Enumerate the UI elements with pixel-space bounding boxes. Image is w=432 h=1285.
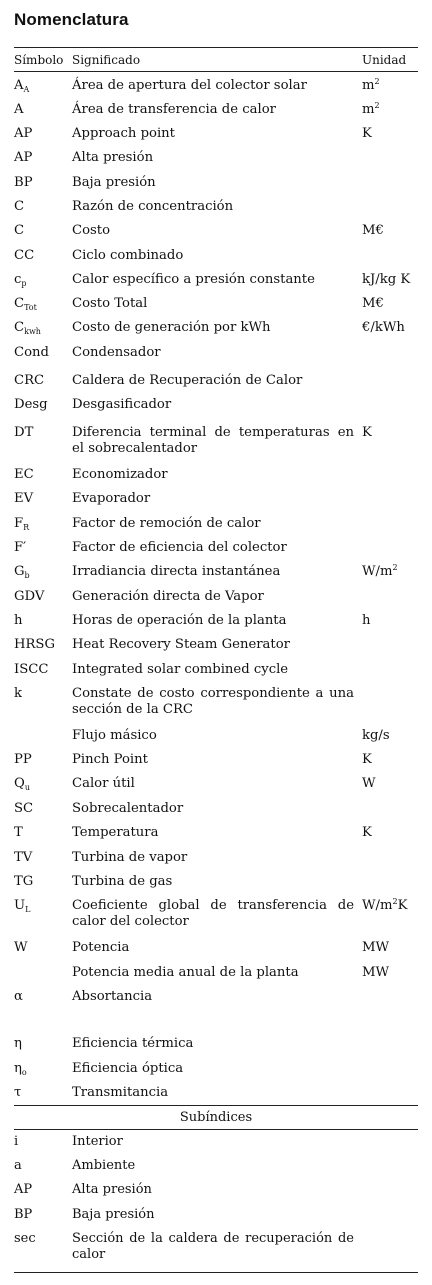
symbol-subscript: o [21, 1068, 27, 1077]
row-unit [362, 296, 384, 312]
unit-superscript: 2 [374, 77, 380, 86]
row-symbol [14, 1085, 21, 1101]
unit-text: M€ [362, 223, 384, 238]
symbol-text: TV [14, 850, 33, 865]
row-meaning: Evaporador [72, 491, 151, 506]
row-meaning: Flujo másico [72, 728, 157, 743]
row-meaning: Approach point [72, 126, 175, 141]
unit-text: MW [362, 965, 390, 980]
symbol-text: TG [14, 874, 34, 889]
symbol-text: U [14, 898, 26, 913]
row-unit [362, 825, 372, 841]
symbol-text: CRC [14, 373, 45, 388]
row-meaning: Turbina de vapor [72, 850, 188, 865]
row-symbol [14, 272, 27, 288]
row-symbol [14, 467, 34, 483]
row-meaning: Heat Recovery Steam Generator [72, 637, 290, 652]
unit-superscript: 2 [392, 897, 398, 906]
row-meaning: Desgasificador [72, 397, 172, 412]
symbol-text: η [14, 1036, 22, 1051]
page-title: Nomenclatura [14, 10, 129, 29]
row-meaning: Costo Total [72, 296, 148, 311]
row-meaning: Eficiencia térmica [72, 1036, 194, 1051]
row-meaning: Ciclo combinado [72, 248, 184, 263]
row-symbol [14, 175, 33, 191]
row-symbol [14, 874, 33, 890]
subindex-meaning: Baja presión [72, 1207, 155, 1222]
unit-suffix: K [397, 898, 408, 913]
row-symbol [14, 296, 37, 312]
header-rule [14, 71, 418, 72]
row-symbol [14, 589, 44, 605]
table-header [14, 53, 418, 71]
symbol-text: AP [14, 126, 33, 141]
symbol-text: Desg [14, 397, 48, 412]
row-meaning: Sobrecalentador [72, 801, 184, 816]
unit-text: K [362, 425, 372, 440]
row-symbol [14, 989, 23, 1005]
symbol-subscript: p [21, 279, 27, 288]
row-meaning: Costo de generación por kWh [72, 320, 271, 335]
row-symbol [14, 752, 32, 768]
symbol-subscript: Tot [24, 303, 37, 312]
row-meaning: Eficiencia óptica [72, 1061, 184, 1076]
row-meaning: Calor específico a presión constante [72, 272, 315, 287]
symbol-text: HRSG [14, 637, 55, 652]
symbol-text: h [14, 613, 23, 628]
row-symbol [14, 223, 24, 239]
row-meaning: Diferencia terminal de temperaturas en el sobrecalentador [72, 425, 354, 456]
row-symbol [14, 320, 41, 336]
symbol-prime: ′ [23, 540, 27, 555]
row-symbol [14, 1061, 27, 1077]
header-symbol: Símbolo [14, 53, 64, 67]
row-meaning: Razón de concentración [72, 199, 234, 214]
unit-text: M€ [362, 296, 384, 311]
subindex-meaning: Interior [72, 1134, 123, 1149]
row-meaning: Horas de operación de la planta [72, 613, 287, 628]
row-unit [362, 613, 371, 629]
row-meaning: Área de transferencia de calor [72, 102, 276, 117]
symbol-subscript: u [24, 783, 30, 792]
subindex-symbol: BP [14, 1207, 33, 1222]
symbol-subscript: R [23, 523, 30, 532]
row-meaning: Potencia media anual de la planta [72, 965, 299, 980]
row-symbol [14, 373, 44, 389]
subindex-symbol: i [14, 1134, 19, 1149]
symbol-text: G [14, 564, 25, 579]
unit-text: W/m [362, 564, 393, 579]
row-meaning: Baja presión [72, 175, 156, 190]
symbol-text: Q [14, 776, 25, 791]
unit-text: MW [362, 940, 390, 955]
row-symbol [14, 825, 23, 841]
row-unit [362, 728, 390, 744]
row-unit [362, 425, 372, 441]
row-symbol [14, 776, 30, 792]
symbol-text: SC [14, 801, 34, 816]
subindex-meaning: Alta presión [72, 1182, 152, 1197]
row-symbol [14, 248, 34, 264]
row-meaning: Condensador [72, 345, 161, 360]
symbol-text: k [14, 686, 22, 701]
symbol-text: c [14, 272, 22, 287]
header-unit: Unidad [362, 53, 407, 67]
symbol-subscript: kwh [24, 327, 41, 336]
row-meaning: Factor de remoción de calor [72, 516, 261, 531]
symbol-text: C [14, 320, 25, 335]
unit-superscript: 2 [392, 563, 398, 572]
subindices-top-rule [14, 1105, 418, 1106]
unit-text: h [362, 613, 371, 628]
row-meaning: Temperatura [72, 825, 159, 840]
row-meaning: Caldera de Recuperación de Calor [72, 373, 303, 388]
unit-superscript: 2 [374, 101, 380, 110]
row-symbol [14, 613, 23, 629]
subindices-title: Subíndices [179, 1110, 253, 1125]
row-symbol [14, 564, 30, 580]
row-symbol [14, 102, 24, 118]
bottom-rule [14, 1272, 418, 1273]
unit-text: €/kWh [362, 320, 405, 335]
unit-text: kJ/kg K [362, 272, 411, 287]
row-meaning: Calor útil [72, 776, 135, 791]
top-rule [14, 47, 418, 48]
header-meaning: Significado [72, 53, 141, 67]
row-symbol [14, 801, 33, 817]
row-symbol [14, 425, 33, 441]
symbol-subscript: A [23, 85, 30, 94]
symbol-text: C [14, 199, 25, 214]
symbol-text: ISCC [14, 662, 49, 677]
symbol-text: η [14, 1061, 22, 1076]
row-unit [362, 752, 372, 768]
unit-text: K [362, 752, 372, 767]
symbol-text: F [14, 540, 24, 555]
symbol-text: GDV [14, 589, 45, 604]
symbol-text: C [14, 223, 25, 238]
symbol-text: AP [14, 150, 33, 165]
row-meaning: Transmitancia [72, 1085, 169, 1100]
symbol-text: F [14, 516, 24, 531]
row-unit [362, 776, 376, 792]
row-unit [362, 320, 405, 336]
symbol-text: Cond [14, 345, 49, 360]
unit-text: m [362, 102, 375, 117]
unit-text: kg/s [362, 728, 390, 743]
subindex-symbol: sec [14, 1231, 36, 1246]
row-meaning: Turbina de gas [72, 874, 173, 889]
row-symbol [14, 540, 26, 556]
row-meaning: Alta presión [72, 150, 154, 165]
row-unit [362, 898, 407, 914]
row-unit [362, 126, 372, 142]
subindices-header-rule [14, 1129, 418, 1130]
row-unit [362, 78, 380, 94]
row-meaning: Pinch Point [72, 752, 148, 767]
row-meaning: Potencia [72, 940, 130, 955]
subindex-symbol: a [14, 1158, 22, 1173]
row-unit [362, 272, 410, 288]
symbol-text: A [14, 102, 24, 117]
symbol-text: T [14, 825, 23, 840]
symbol-text: DT [14, 425, 34, 440]
row-meaning: Absortancia [72, 989, 153, 1004]
subindex-meaning: Ambiente [72, 1158, 136, 1173]
symbol-text: PP [14, 752, 32, 767]
symbol-subscript: b [24, 571, 30, 580]
symbol-text: EV [14, 491, 34, 506]
symbol-text: C [14, 296, 25, 311]
row-symbol [14, 850, 32, 866]
row-meaning: Costo [72, 223, 111, 238]
symbol-text: CC [14, 248, 35, 263]
row-symbol [14, 940, 28, 956]
row-meaning: Economizador [72, 467, 168, 482]
row-symbol [14, 662, 48, 678]
row-symbol [14, 397, 48, 413]
row-symbol [14, 898, 30, 914]
symbol-subscript: L [25, 905, 31, 914]
row-meaning: Irradiancia directa instantánea [72, 564, 281, 579]
row-symbol [14, 78, 29, 94]
symbol-text: A [14, 78, 24, 93]
symbol-text: BP [14, 175, 33, 190]
row-meaning: Generación directa de Vapor [72, 589, 264, 604]
symbol-text: α [14, 989, 23, 1004]
row-meaning: Constate de costo correspondiente a una sección de la CRC [72, 686, 354, 717]
row-symbol [14, 516, 29, 532]
row-symbol [14, 491, 33, 507]
row-unit [362, 965, 389, 981]
unit-text: m [362, 78, 375, 93]
row-meaning: Factor de eficiencia del colector [72, 540, 287, 555]
row-meaning: Área de apertura del colector solar [72, 78, 307, 93]
row-unit [362, 102, 380, 118]
symbol-text: W [14, 940, 28, 955]
unit-text: W [362, 776, 376, 791]
row-symbol [14, 345, 49, 361]
row-unit [362, 223, 384, 239]
unit-text: K [362, 825, 372, 840]
row-unit [362, 940, 389, 956]
unit-text: K [362, 126, 372, 141]
row-symbol [14, 686, 22, 702]
subindex-symbol: AP [14, 1182, 33, 1197]
subindex-meaning: Sección de la caldera de recuperación de calor [72, 1231, 354, 1262]
row-unit [362, 564, 398, 580]
row-meaning: Coeficiente global de transferencia de calor del colector [72, 898, 354, 929]
row-symbol [14, 637, 55, 653]
symbol-text: EC [14, 467, 34, 482]
row-symbol [14, 150, 32, 166]
row-symbol [14, 1036, 22, 1052]
symbol-text: τ [14, 1085, 22, 1100]
row-meaning: Integrated solar combined cycle [72, 662, 289, 677]
row-symbol [14, 199, 24, 215]
row-symbol [14, 126, 32, 142]
unit-text: W/m [362, 898, 393, 913]
